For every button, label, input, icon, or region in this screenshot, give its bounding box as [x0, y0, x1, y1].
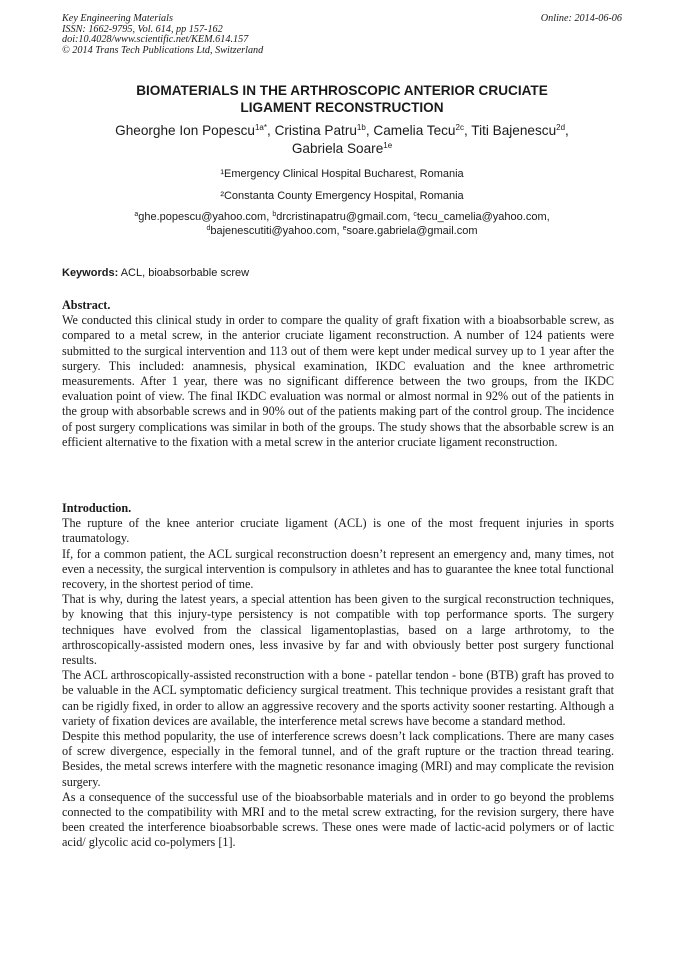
title-line-1: BIOMATERIALS IN THE ARTHROSCOPIC ANTERIOR CRUCIATE — [136, 83, 548, 98]
copyright-line: © 2014 Trans Tech Publications Ltd, Switzerland — [62, 44, 264, 56]
author-affiliation-mark: 2c — [455, 123, 464, 132]
email-mark: c — [413, 211, 417, 218]
title-line-2: LIGAMENT RECONSTRUCTION — [240, 100, 444, 115]
email-address: soare.gabriela@gmail.com — [346, 225, 478, 237]
author-affiliation-mark: 1e — [383, 141, 393, 150]
affiliation-2: ²Constanta County Emergency Hospital, Romania — [220, 190, 464, 202]
author-list: Gheorghe Ion Popescu$^{1a*}$, Cristina Patru$^{1b}$, Camelia Tecu$^{2c}$, Titi Bajenescu$^{2d}$, Gabriela Soare$^{1e}$ — [115, 123, 569, 156]
publication-header — [62, 14, 622, 56]
keywords — [62, 266, 622, 280]
introduction-section — [62, 501, 614, 851]
author-emails — [62, 210, 622, 238]
email-address: bajenescutiti@yahoo.com, — [210, 225, 340, 237]
paragraph: The rupture of the knee anterior cruciate ligament (ACL) is one of the most frequent injuries in sports traumatology. — [62, 516, 614, 546]
paragraph: As a consequence of the successful use of the bioabsorbable materials and in order to go beyond the problems connected to the compatibility with MRI and to the metal screw extracting, for the revision surgery, there have been created the interference bioabsorbable screws. These ones were made of lactic-acid polymers or of lactic acid/ glycolic acid co-polymers [1]. — [62, 789, 614, 850]
paragraph: Despite this method popularity, the use of interference screws doesn’t lack complications. There are many cases of screw divergence, especially in the femoral tunnel, and of the graft rupture or the traction thread tearing. Besides, the metal screws interfere with the magnetic resonance imaging (MRI) and may complicate the revision surgery. — [62, 729, 614, 789]
issn-line: ISSN: 1662-9795, Vol. 614, pp 157-162 — [62, 23, 223, 35]
author-affiliation-mark: 1b — [356, 123, 366, 132]
journal-name: Key Engineering Materials — [62, 13, 173, 24]
keywords-label: Keywords: — [62, 267, 119, 279]
affiliation-1: ¹Emergency Clinical Hospital Bucharest, Romania — [220, 168, 464, 180]
abstract-text: We conducted this clinical study in order to compare the quality of graft fixation with a bioabsorbable screw, as compared to a metal screw, in the anterior cruciate ligament reconstruction. A number of 124 patients were submitted to the surgical intervention and 113 out of them were kept under medical survey up to 1 year after the surgery. This included: anamnesis, physical examination, IKDC evaluation and the knee arthrometric measurements. After 1 year, there was no significant difference between the two groups, from the IKDC evaluation point of view. The final IKDC evaluation was normal or almost normal in 92% out of the patients in the group with absorbable screws and in 90% out of the patients making part of the control group. The incidence of post surgery complications was similar in both of the groups. The study shows that the absorbable screw is an efficient alternative to the fixation with a metal screw in the anterior cruciate ligament reconstruction. — [62, 313, 614, 449]
author-name: Titi Bajenescu — [471, 123, 557, 138]
keywords-text: ACL, bioabsorbable screw — [120, 267, 250, 279]
author-name: Gheorghe Ion Popescu — [115, 123, 255, 138]
email-mark: d — [206, 225, 211, 232]
email-address: tecu_camelia@yahoo.com, — [416, 211, 550, 223]
email-mark: b — [272, 211, 277, 218]
paragraph: That is why, during the latest years, a special attention has been given to the surgical reconstruction techniques, by knowing that this injury-type persistency is not compatible with top performance sports. The surgery techniques have evolved from the classical ligamentoplastias, based on a large arthrotomy, to the arthroscopically-assisted modern ones, less invasive by far and with obviously better post surgery functional results. — [62, 592, 614, 668]
paragraph: The ACL arthroscopically-assisted reconstruction with a bone - patellar tendon - bone (BTB) graft has proved to be valuable in the ACL symptomatic deficiency surgical treatment. This technique provides a resistant graft that can be rigidly fixed, in order to allow an aggressive recovery and the sports activity sooner restarting. Although a variety of fixation devices are available, the interference metal screws have become a standard method. — [62, 668, 614, 728]
email-address: drcristinapatru@gmail.com, — [276, 211, 411, 223]
email-mark: e — [342, 225, 347, 232]
email-address: ghe.popescu@yahoo.com, — [138, 211, 270, 223]
paper-title — [62, 82, 622, 116]
abstract-heading: Abstract. — [62, 298, 111, 312]
online-date: Online: 2014-06-06 — [540, 13, 622, 24]
author-affiliation-mark: 1a* — [254, 123, 267, 132]
doi-line: doi:10.4028/www.scientific.net/KEM.614.157 — [62, 34, 249, 46]
author-name: Camelia Tecu — [373, 123, 456, 138]
author-name: Cristina Patru — [274, 123, 357, 138]
abstract-section — [62, 298, 614, 450]
author-affiliation-mark: 2d — [556, 123, 566, 132]
email-mark: a — [134, 211, 139, 218]
paragraph: If, for a common patient, the ACL surgical reconstruction doesn’t represent an emergency and, many times, not even a necessity, the surgical intervention is compulsory in athletes and has to guarantee the knee total functional recovery, in the shortest period of time. — [62, 546, 614, 592]
introduction-heading: Introduction. — [62, 501, 132, 515]
author-name: Gabriela Soare — [291, 141, 384, 156]
